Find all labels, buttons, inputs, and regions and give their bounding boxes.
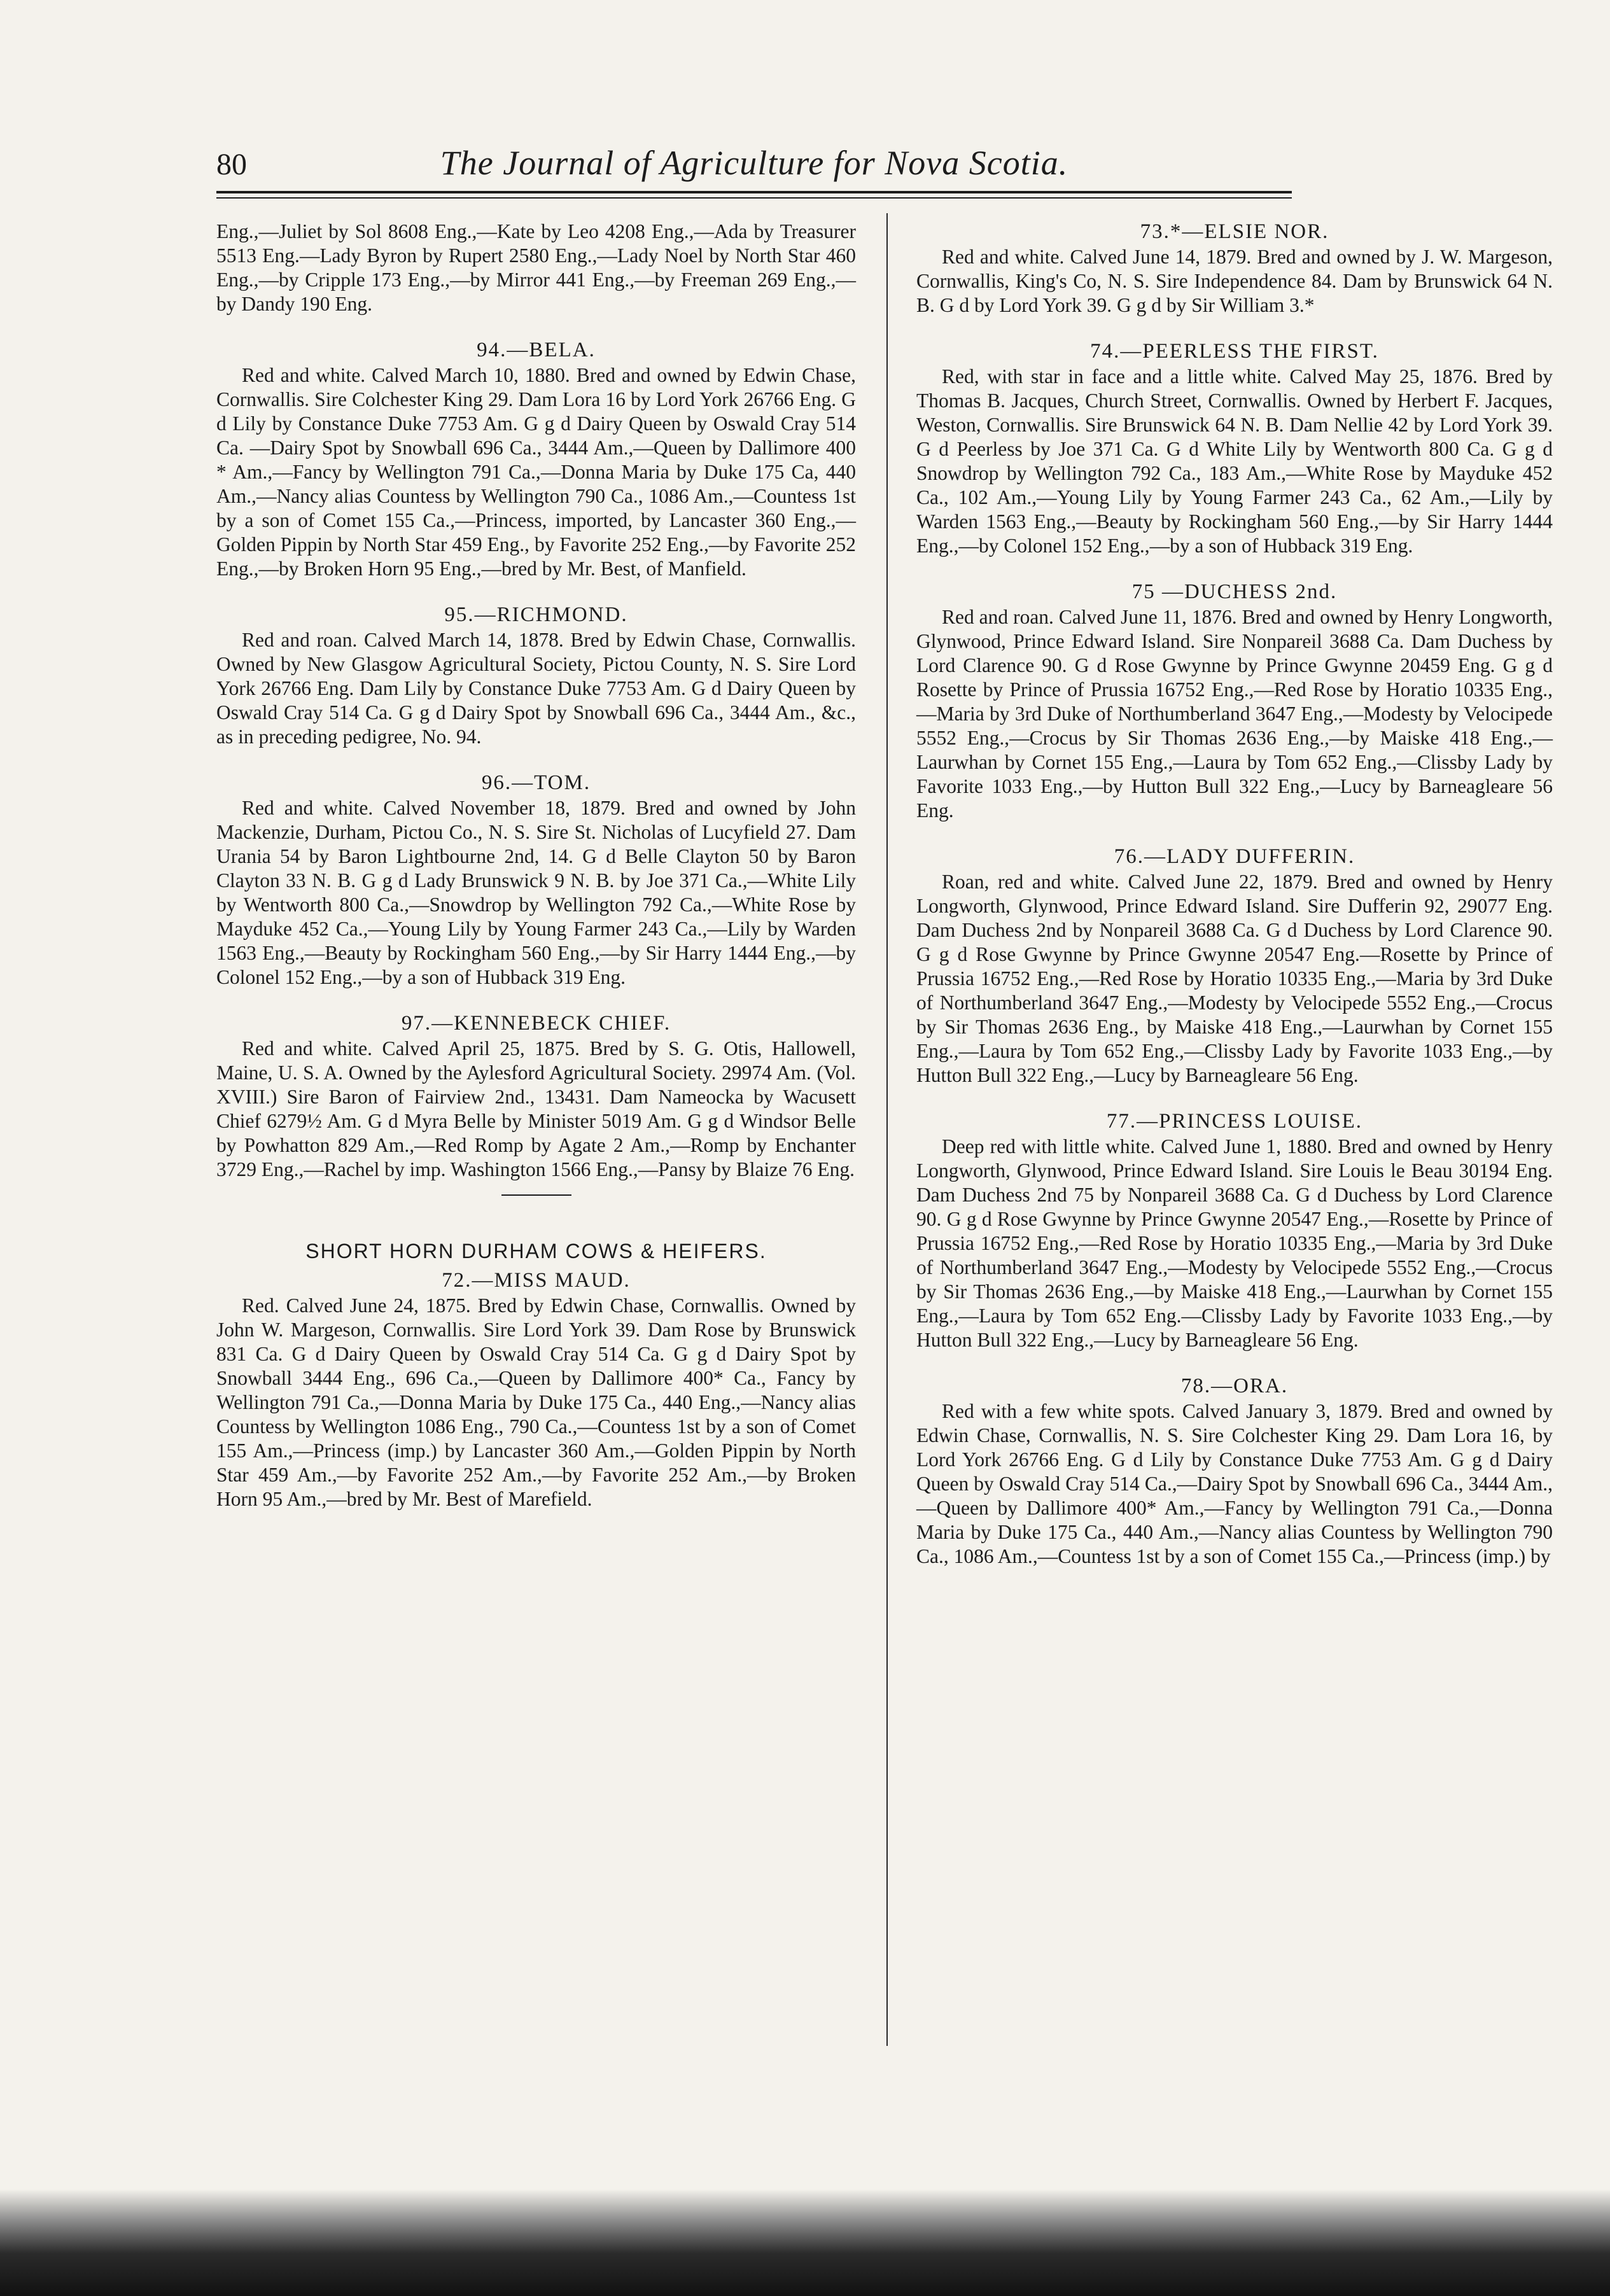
entry-body: Red and white. Calved April 25, 1875. Bred by S. G. Otis, Hallowell, Maine, U. S. A. Owned by the Aylesford Agricultural Society. 29974 Am. (Vol. XVIII.) Sire Baron of Fairview 2nd., 13431. Dam Nameocka by Wacusett Chief 6279½ Am. G d Myra Belle by Minister 5019 Am. G g d Windsor Belle by Powhatton 829 Am.,—Red Romp by Agate 2 Am.,—Romp by Enchanter 3729 Eng.,—Rachel by imp. Washington 1566 Eng.,—Pansy by Blaize 76 Eng. bbox=[216, 1037, 856, 1180]
entry-title: 94.—BELA. bbox=[477, 339, 596, 361]
entry-76-lady-dufferin bbox=[916, 844, 1553, 1088]
entry-title: 76.—LADY DUFFERIN. bbox=[1114, 845, 1355, 868]
entry-body: Red and white. Calved March 10, 1880. Bred and owned by Edwin Chase, Cornwallis. Sire Colchester King 29. Dam Lora 16 by Lord York 26766 Eng. G d Lily by Constance Duke 7753 Am. G g d Dairy Queen by Oswald Cray 514 Ca. —Dairy Spot by Snowball 696 Ca., 3444 Am.,—Queen by Dallimore 400 * Am.,—Fancy by Wellington 791 Ca.,—Donna Maria by Duke 175 Ca, 440 Am.,—Nancy alias Countess by Wellington 790 Ca., 1086 Am.,—Countess 1st by a son of Comet 155 Ca.,—Princess, imported, by Lancaster 360 Eng.,—Golden Pippin by North Star 459 Eng., by Favorite 252 Eng.,—by Favorite 252 Eng.,—by Broken Horn 95 Eng.,—bred by Mr. Best, of Manfield. bbox=[216, 364, 856, 580]
entry-97-kennebeck-chief bbox=[216, 1011, 856, 1182]
entry-title: 97.—KENNEBECK CHIEF. bbox=[401, 1012, 671, 1035]
entry-body: Red. Calved June 24, 1875. Bred by Edwin Chase, Cornwallis. Owned by John W. Margeson, Cornwallis. Sire Lord York 39. Dam Rose by Brunswick 831 Ca. G d Dairy Queen by Oswald Cray 514 Ca. G g d Dairy Spot by Snowball 3444 Eng., 696 Ca.,—Queen by Dallimore 400* Ca., Fancy by Wellington 791 Ca.,—Donna Maria by Duke 175 Ca., 440 Eng.,—Nancy alias Countess by Wellington 1086 Eng., 790 Ca.,—Countess 1st by a son of Comet 155 Am.,—Princess (imp.) by Lancaster 360 Am.,—Golden Pippin by North Star 459 Am.,—by Favorite 252 Am.,—by Favorite 252 Am.,—by Broken Horn 95 Am.,—bred by Mr. Best of Marefield. bbox=[216, 1294, 856, 1510]
journal-title: The Journal of Agriculture for Nova Scotia. bbox=[440, 144, 1068, 182]
entry-body: Red and roan. Calved June 11, 1876. Bred and owned by Henry Longworth, Glynwood, Prince Edward Island. Sire Nonpareil 3688 Ca. Dam Duchess by Lord Clarence 90. G d Rose Gwynne by Prince Gwynne 20459 Eng. G g d Rosette by Prince of Prussia 16752 Eng.,—Red Rose by Horatio 10335 Eng.,—Maria by 3rd Duke of Northumberland 3647 Eng.,—Modesty by Velocipede 5552 Eng.,—Crocus by Sir Thomas 2636 Eng.,—by Maiske 418 Eng.,—Laurwhan by Cornet 155 Eng.,—Laura by Tom 652 Eng.,—Clissby Lady by Favorite 1033 Eng.,—by Hutton Bull 322 Eng.,—Lucy by Barneagleare 56 Eng. bbox=[916, 606, 1553, 822]
entry-75-duchess-2nd bbox=[916, 580, 1553, 823]
entry-95-richmond bbox=[216, 603, 856, 749]
section-title: SHORT HORN DURHAM COWS & HEIFERS. bbox=[305, 1240, 767, 1263]
entry-body: Red, with star in face and a little white. Calved May 25, 1876. Bred by Thomas B. Jacques, Church Street, Cornwallis. Owned by Herbert F. Jacques, Weston, Cornwallis. Sire Brunswick 64 N. B. Dam Nellie 42 by Lord York 39. G d Peerless by Joe 371 Ca. G d White Lily by Wentworth 800 Ca. G g d Snowdrop by Wellington 792 Ca., 183 Am.,—White Rose by Mayduke 452 Ca., 102 Am.,—Young Lily by Young Farmer 243 Ca., 62 Am.,—Lily by Warden 1563 Eng.,—Beauty by Rockingham 560 Eng.,—by Sir Harry 1444 Eng.,—by Colonel 152 Eng.,—by a son of Hubback 319 Eng. bbox=[916, 365, 1553, 557]
entry-96-tom bbox=[216, 771, 856, 990]
header-rule-thin bbox=[216, 197, 1292, 199]
page-header bbox=[216, 143, 1292, 188]
entry-94-bela bbox=[216, 338, 856, 581]
entry-77-princess-louise bbox=[916, 1109, 1553, 1352]
entry-title: 95.—RICHMOND. bbox=[444, 603, 628, 626]
entry-title: 73.*—ELSIE NOR. bbox=[1140, 220, 1329, 243]
entry-74-peerless-the-first bbox=[916, 339, 1553, 558]
entry-body: Red and white. Calved November 18, 1879. Bred and owned by John Mackenzie, Durham, Pictou Co., N. S. Sire St. Nicholas of Lucyfield 27. Dam Urania 54 by Baron Lightbourne 2nd, 14. G d Belle Clayton 50 by Baron Clayton 33 N. B. G g d Lady Brunswick 9 N. B. by Joe 371 Ca.,—White Lily by Wentworth 800 Ca.,—Snowdrop by Wellington 792 Ca.,—White Rose by Mayduke 452 Ca.,—Young Lily by Young Farmer 243 Ca.,—Lily by Warden 1563 Eng.,—Beauty by Rockingham 560 Eng.,—by Sir Harry 1444 Eng.,—by Colonel 152 Eng.,—by a son of Hubback 319 Eng. bbox=[216, 797, 856, 988]
scan-edge-shadow bbox=[0, 2189, 1610, 2296]
entry-body: Red and white. Calved June 14, 1879. Bred and owned by J. W. Margeson, Cornwallis, King's Co, N. S. Sire Independence 84. Dam by Brunswick 64 N. B. G d by Lord York 39. G g d by Sir William 3.* bbox=[916, 246, 1553, 316]
page-number: 80 bbox=[216, 148, 247, 181]
entry-body: Red and roan. Calved March 14, 1878. Bred by Edwin Chase, Cornwallis. Owned by New Glasgow Agricultural Society, Pictou County, N. S. Sire Lord York 26766 Eng. Dam Lily by Constance Duke 7753 Am. G d Dairy Queen by Oswald Cray 514 Ca. G g d Dairy Spot by Snowball 696 Ca., 3444 Am., &c., as in preceding pedigree, No. 94. bbox=[216, 629, 856, 748]
entry-title: 78.—ORA. bbox=[1180, 1375, 1289, 1397]
header-rule-thick bbox=[216, 191, 1292, 193]
column-divider bbox=[886, 213, 888, 2046]
entry-title: 77.—PRINCESS LOUISE. bbox=[1106, 1110, 1363, 1133]
entry-body: Roan, red and white. Calved June 22, 1879. Bred and owned by Henry Longworth, Glynwood, Prince Edward Island. Sire Dufferin 92, 29077 Eng. Dam Duchess 2nd by Nonpareil 3688 Ca. G d Duchess by Lord Clarence 90. G g d Rose Gwynne by Prince Gwynne 20547 Eng.—Rosette by Prince of Prussia 16752 Eng.,—Red Rose by Horatio 10335 Eng.,—Maria by 3rd Duke of Northumberland 3647 Eng.,—Modesty by Velocipede 5552 Eng.,—Crocus by Sir Thomas 2636 Eng., by Maiske 418 Eng.,—Laurwhan by Cornet 155 Eng.,—Laura by Tom 652 Eng.,—Clissby Lady by Favorite 1033 Eng.,—by Hutton Bull 322 Eng.,—Lucy by Barneagleare 56 Eng. bbox=[916, 871, 1553, 1086]
left-column bbox=[216, 220, 856, 1511]
entry-body: Deep red with little white. Calved June 1, 1880. Bred and owned by Henry Longworth, Glynwood, Prince Edward Island. Sire Louis le Beau 30194 Eng. Dam Duchess 2nd 75 by Nonpareil 3688 Ca. G d Duchess by Lord Clarence 90. G g d Rose Gwynne by Prince Gwynne 20547 Eng.,—Rosette by Prince of Prussia 16752 Eng.,—Red Rose by Horatio 10335 Eng.,—Maria by 3rd Duke of Northumberland 3647 Eng.,—Modesty by Velocipede 5552 Eng.,—Crocus by Sir Thomas 2636 Eng.,—by Maiske 418 Eng.,—Laurwhan by Cornet 155 Eng.,—Laura by Tom 652 Eng.—Clissby Lady by Favorite 1033 Eng.,—by Hutton Bull 322 Eng.,—Lucy by Barneagleare 56 Eng. bbox=[916, 1135, 1553, 1351]
entry-title: 96.—TOM. bbox=[481, 771, 591, 794]
entry-title: 75 —DUCHESS 2nd. bbox=[1131, 580, 1338, 603]
entry-78-ora bbox=[916, 1374, 1553, 1569]
continued-pedigree-text: Eng.,—Juliet by Sol 8608 Eng.,—Kate by Leo 4208 Eng.,—Ada by Treasurer 5513 Eng.—Lady Byron by Rupert 2580 Eng.,—Lady Noel by North Star 460 Eng.,—by Cripple 173 Eng.,—by Mirror 441 Eng.,—by Freeman 269 Eng.,—by Dandy 190 Eng. bbox=[216, 220, 856, 315]
right-column bbox=[916, 220, 1553, 1569]
entry-72-miss-maud bbox=[216, 1268, 856, 1511]
entry-title: 74.—PEERLESS THE FIRST. bbox=[1090, 340, 1379, 363]
entry-title: 72.—MISS MAUD. bbox=[442, 1269, 631, 1292]
entry-body: Red with a few white spots. Calved January 3, 1879. Bred and owned by Edwin Chase, Cornwallis, N. S. Sire Colchester King 29. Dam Lora 16, by Lord York 26766 Eng. G d Lily by Constance Duke 7753 Am. G g d Dairy Queen by Oswald Cray 514 Ca.,—Dairy Spot by Snowball 696 Ca., 3444 Am.,—Queen by Dallimore 400* Am.,—Fancy by Wellington 791 Ca.,—Donna Maria by Duke 175 Ca., 440 Am.,—Nancy alias Countess by Wellington 790 Ca., 1086 Am.,—Countess 1st by a son of Comet 155 Ca.,—Princess (imp.) by bbox=[916, 1400, 1553, 1567]
entry-73-elsie-nor bbox=[916, 220, 1553, 318]
